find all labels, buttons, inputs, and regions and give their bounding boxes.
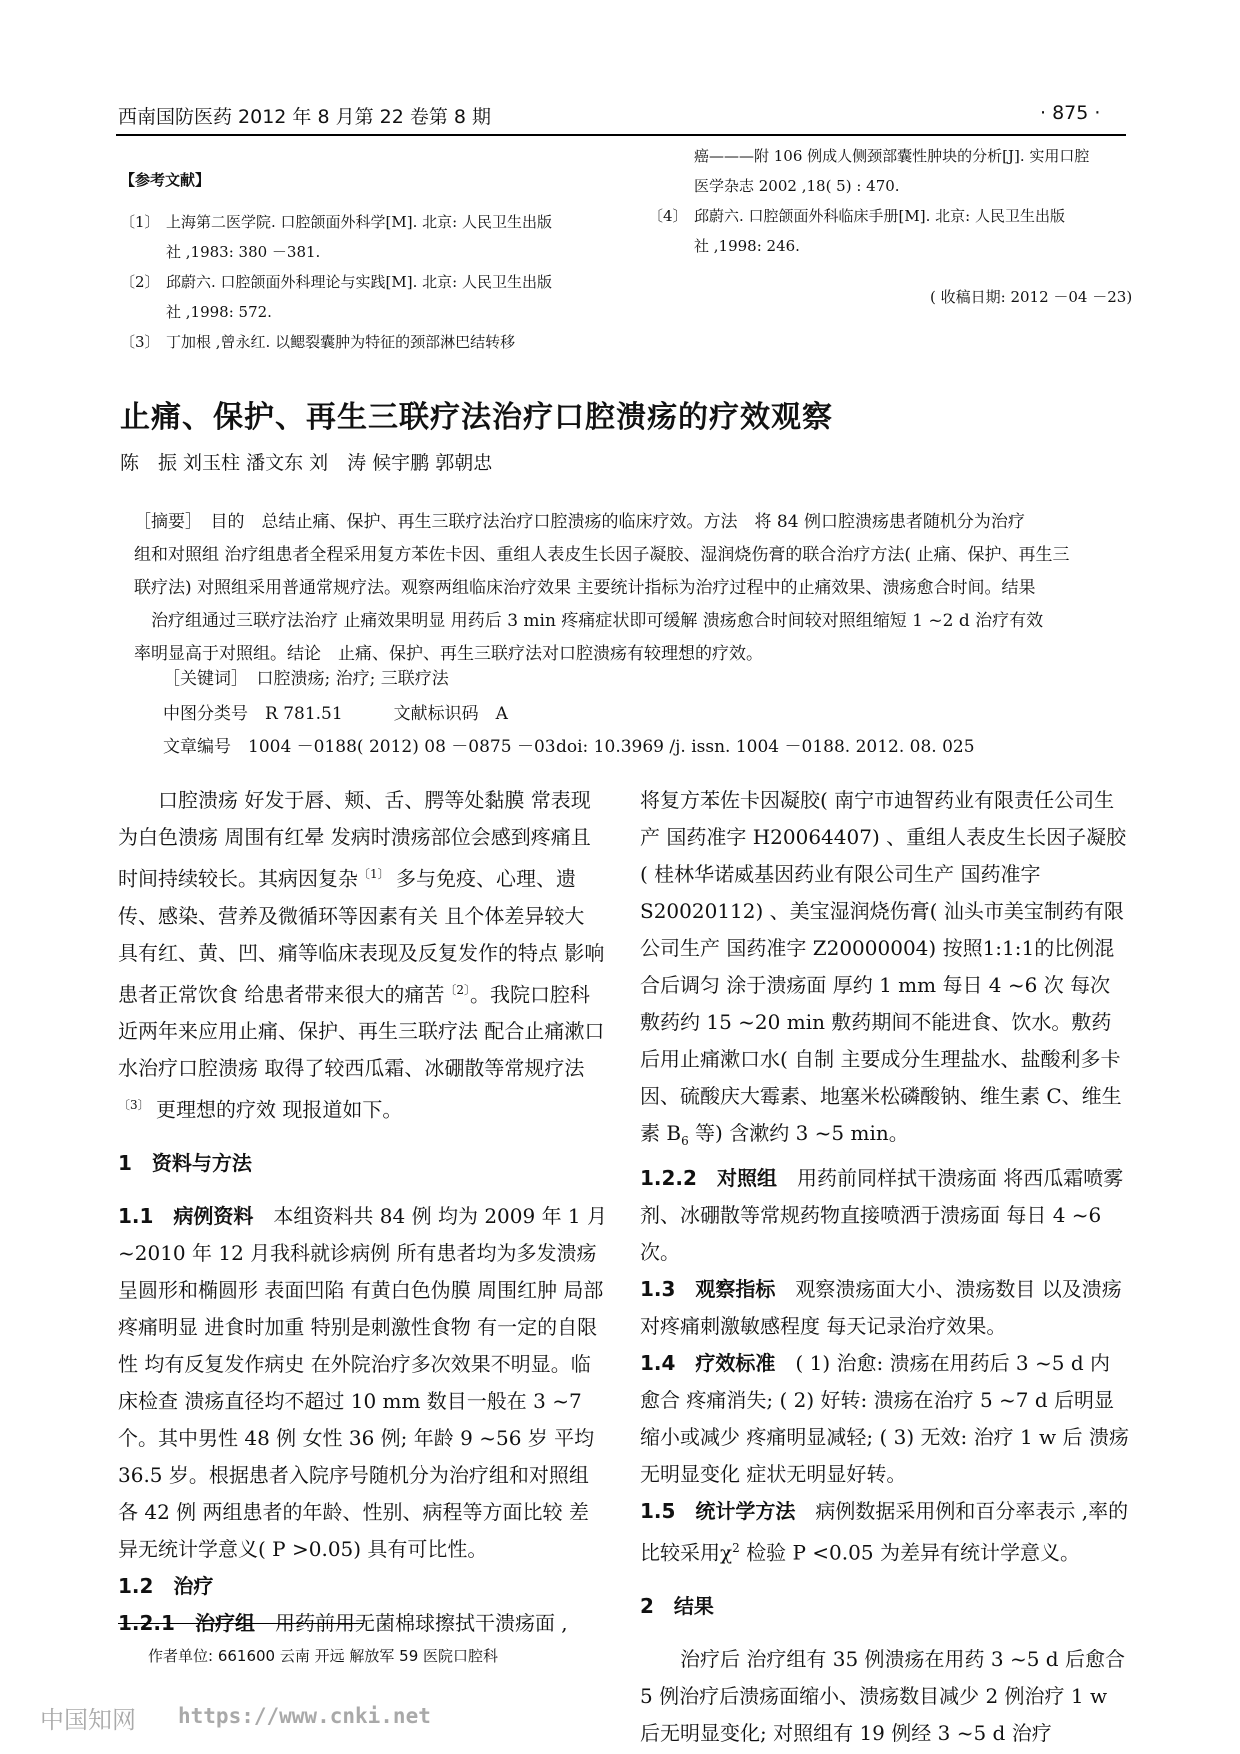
section-1-4: 1.4 疗效标准 ( 1) 治愈: 溃疡在用药后 3 ~5 d 内愈合 疼痛消失; ( 2) 好转: 溃疡在治疗 5 ~7 d 后明显缩小或减少 疼痛明显减轻; ( 3) 无效: 治疗 1 w 后 溃疡无明显变化 症状无明显好转。	[640, 1351, 1129, 1486]
reference-number: 〔3〕	[120, 333, 160, 351]
abstract-line: ［摘要］ 目的 总结止痛、保护、再生三联疗法治疗口腔溃疡的临床疗效。方法 将 84 例口腔溃疡患者随机分为治疗	[134, 512, 1025, 532]
reference-number: 〔1〕	[120, 213, 160, 231]
section-1-3: 1.3 观察指标 观察溃疡面大小、溃疡数目 以及溃疡对疼痛刺激敏感程度 每天记录治疗效果。	[640, 1277, 1122, 1338]
section-1-2-1: 1.2.1 治疗组 用药前用无菌棉球擦拭干溃疡面 ,	[118, 1610, 568, 1635]
cnki-url[interactable]: https://www.cnki.net	[178, 1704, 431, 1728]
reference-number: 〔2〕	[120, 273, 160, 291]
reference-line: 医学杂志 2002 ,18( 5) : 470.	[694, 177, 900, 195]
reference-line: 癌———附 106 例成人侧颈部囊性肿块的分析[J]. 实用口腔	[694, 147, 1090, 165]
reference-line: 丁加根 ,曾永红. 以鳃裂囊肿为特征的颈部淋巴结转移	[166, 333, 516, 351]
reference-line: 社 ,1998: 572.	[166, 303, 272, 321]
section-1-2-2: 1.2.2 对照组 用药前同样拭干溃疡面 将西瓜霜喷雾剂、冰硼散等常规药物直接喷洒于溃疡面 每日 4 ~6 次。	[640, 1166, 1124, 1264]
abstract-line: 率明显高于对照组。结论 止痛、保护、再生三联疗法对口腔溃疡有较理想的疗效。	[134, 644, 763, 664]
reference-item	[120, 207, 620, 267]
section-heading: 2 结果	[640, 1593, 714, 1618]
section-1-5: 1.5 统计学方法 病例数据采用例和百分率表示 ,率的比较采用$\chi^2$ 检验 P <0.05 为差异有统计学意义。	[640, 1499, 1129, 1565]
abstract	[134, 506, 1128, 671]
reference-item	[120, 267, 620, 327]
reference-line: 邱蔚六. 口腔颌面外科理论与实践[M]. 北京: 人民卫生出版	[166, 273, 552, 291]
treatment-paragraph: 将复方苯佐卡因凝胶( 南宁市迪智药业有限责任公司生产 国药准字 H20064407) 、重组人表皮生长因子凝胶( 桂林华诺威基因药业有限公司生产 国药准字 S20020112) 、美宝湿润烧伤膏( 汕头市美宝制药有限公司生产 国药准字 Z20000004) 按照1:1:1的比例混合后调匀 涂于溃疡面 厚约 1 mm 每日 4 ~6 次 每次敷药约 15 ~20 min 敷药期间不能进食、饮水。敷药后用止痛漱口水( 自制 主要成分生理盐水、盐酸利多卡因、硫酸庆大霉素、地塞米松磷酸钠、维生素 C、维生素 $B_6$ 等) 含漱约 3 ~5 min。	[640, 788, 1127, 1148]
reference-line: 社 ,1983: 380 －381.	[166, 243, 321, 261]
section-1-1: 1.1 病例资料 本组资料共 84 例 均为 2009 年 1 月 ~2010 年 12 月我科就诊病例 所有患者均为多发溃疡 呈圆形和椭圆形 表面凹陷 有黄白色伪膜 周围红肿 局部疼痛明显 进食时加重 特别是刺激性食物 有一定的自限性 均有反复发作病史 在外院治疗多次效果不明显。临床检查 溃疡直径均不超过 10 mm 数目一般在 3 ~7 个。其中男性 48 例 女性 36 例; 年龄 9 ~56 岁 平均 36.5 岁。根据患者入院序号随机分为治疗组和对照组各 42 例 两组患者的年龄、性别、病程等方面比较 差异无统计学意义( P >0.05) 具有可比性。	[118, 1203, 608, 1561]
references-heading: 【参考文献】	[120, 171, 211, 189]
abstract-line: 联疗法) 对照组采用普通常规疗法。观察两组临床治疗效果 主要统计指标为治疗过程中的止痛效果、溃疡愈合时间。结果	[134, 578, 1036, 598]
reference-line: 上海第二医学院. 口腔颌面外科学[M]. 北京: 人民卫生出版	[166, 213, 552, 231]
cnki-logo: 中国知网	[40, 1706, 136, 1734]
reference-item	[120, 327, 620, 357]
article-number: 文章编号 1004 －0188( 2012) 08 －0875 －03	[163, 737, 556, 757]
header-rule	[116, 134, 1126, 136]
body-left-column	[118, 782, 608, 1642]
article-title: 止痛、保护、再生三联疗法治疗口腔溃疡的疗效观察	[120, 400, 833, 435]
intro-paragraph: 口腔溃疡 好发于唇、颊、舌、腭等处黏膜 常表现为白色溃疡 周围有红晕 发病时溃疡部位会感到疼痛且时间持续较长。其病因复杂$^{〔1〕}$ 多与免疫、心理、遗传、感染、营养及微循环等因素有关 且个体差异较大 具有红、黄、凹、痛等临床表现及反复发作的特点 影响患者正常饮食 给患者带来很大的痛苦$^{〔2〕}$。我院口腔科近两年来应用止痛、保护、再生三联疗法 配合止痛漱口水治疗口腔溃疡 取得了较西瓜霜、冰硼散等常规疗法$^{〔3〕}$ 更理想的疗效 现报道如下。	[118, 788, 605, 1122]
section-heading: 1 资料与方法	[118, 1150, 252, 1175]
journal-header: 西南国防医药 2012 年 8 月第 22 卷第 8 期	[118, 106, 492, 128]
abstract-line: 组和对照组 治疗组患者全程采用复方苯佐卡因、重组人表皮生长因子凝胶、湿润烧伤膏的联合治疗方法( 止痛、保护、再生三	[134, 545, 1070, 565]
results-paragraph: 治疗后 治疗组有 35 例溃疡在用药 3 ~5 d 后愈合 5 例治疗后溃疡面缩小、溃疡数目减少 2 例治疗 1 w 后无明显变化; 对照组有 19 例经 3 ~5 d 治疗	[640, 1646, 1125, 1745]
footnote-rule	[118, 1623, 363, 1624]
page-number: · 875 ·	[1040, 102, 1101, 124]
references-left	[120, 165, 620, 357]
author-affiliation: 作者单位: 661600 云南 开远 解放军 59 医院口腔科	[148, 1647, 499, 1665]
body-right-column	[640, 782, 1130, 1752]
author-list: 陈 振 刘玉柱 潘文东 刘 涛 候宇鹏 郭朝忠	[120, 452, 493, 474]
section-1-2-heading: 1.2 治疗	[118, 1573, 214, 1598]
keywords: ［关键词］ 口腔溃疡; 治疗; 三联疗法	[163, 669, 449, 689]
doi: doi: 10.3969 /j. issn. 1004 －0188. 2012. 08. 025	[556, 737, 975, 757]
classification-code: 中图分类号 R 781.51 文献标识码 A	[163, 704, 508, 724]
abstract-line: 治疗组通过三联疗法治疗 止痛效果明显 用药后 3 min 疼痛症状即可缓解 溃疡愈合时间较对照组缩短 1 ~2 d 治疗有效	[134, 611, 1044, 631]
reference-number: 〔4〕	[648, 207, 688, 225]
reference-item	[648, 201, 1138, 261]
references-right	[648, 141, 1138, 261]
reference-line: 社 ,1998: 246.	[694, 237, 800, 255]
reference-line: 邱蔚六. 口腔颌面外科临床手册[M]. 北京: 人民卫生出版	[694, 207, 1065, 225]
received-date: ( 收稿日期: 2012 －04 －23)	[930, 288, 1133, 306]
